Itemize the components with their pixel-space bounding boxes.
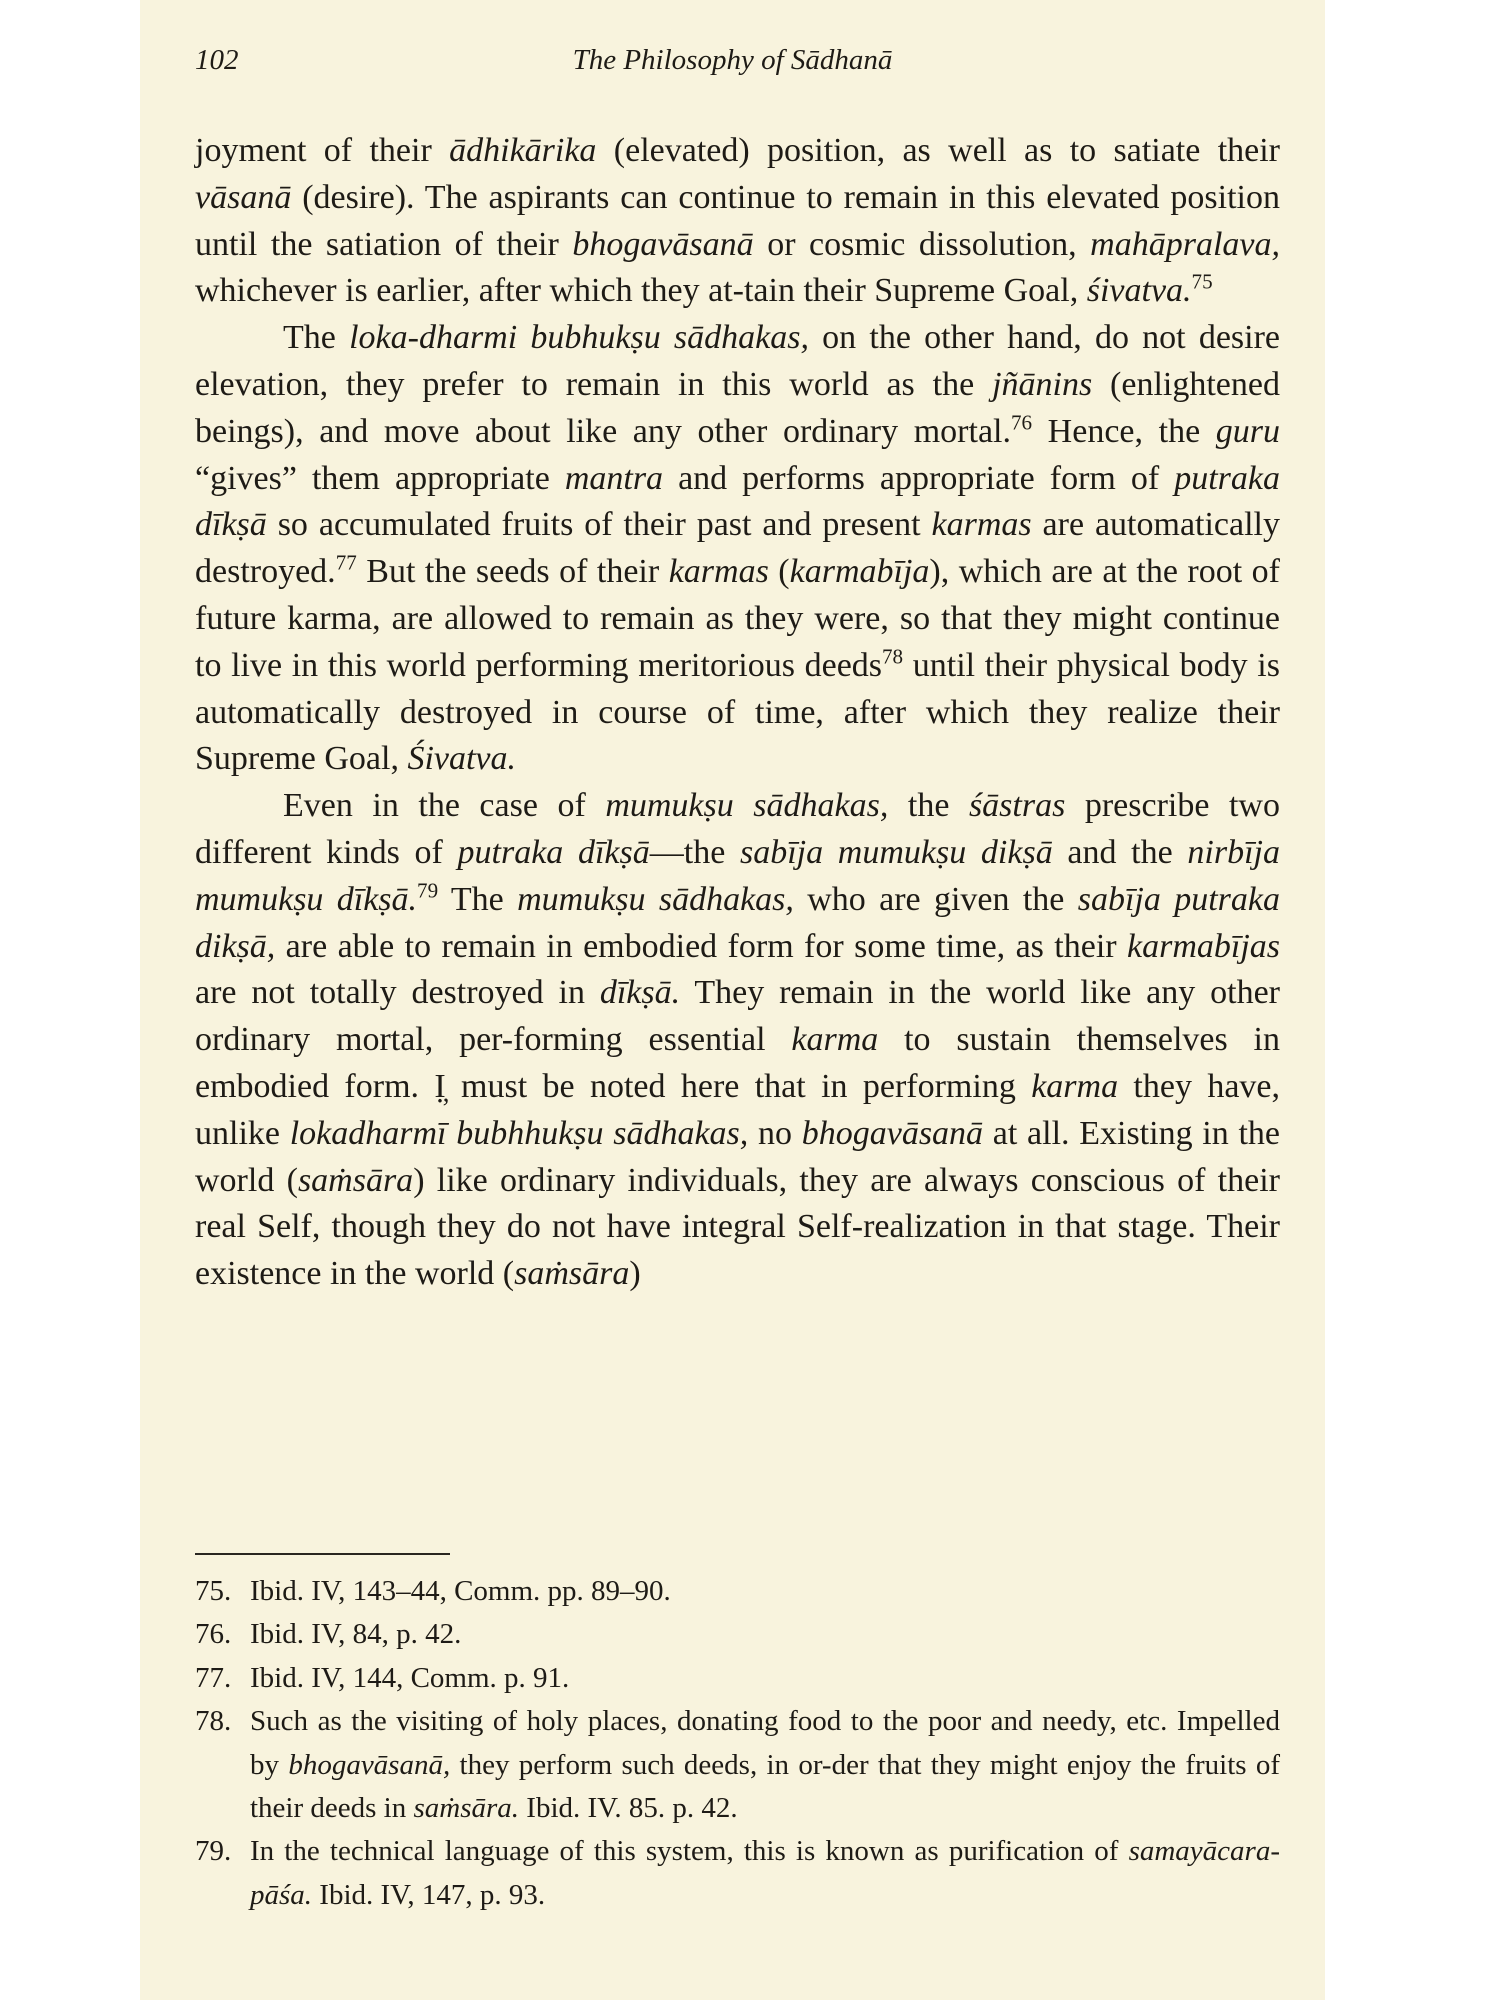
text-run: they have, unlike	[195, 1067, 1281, 1152]
text-run: whichever is earlier, after which they at-tain their Supreme Goal,	[195, 272, 1087, 310]
text-run: they perform such deeds, in or-der that they might enjoy the fruits of their deeds in	[250, 1748, 1281, 1825]
footnote-text	[250, 1835, 1280, 1910]
italic-term: samayācara-pāśa.	[250, 1835, 1280, 1911]
footnote	[195, 1570, 1280, 1613]
text-run: ) like ordinary individuals, they are always conscious of their real Self, though they do not have integral Self-realization in that stage. Their existence in the world (	[195, 1161, 1280, 1293]
italic-term: guru	[1215, 412, 1280, 450]
text-run: (enlightened beings), and move about like any other ordinary mortal.	[195, 365, 1280, 450]
footnote-text	[250, 1575, 671, 1607]
footnote	[195, 1830, 1280, 1917]
italic-term: karma	[791, 1021, 879, 1059]
text-run: The	[438, 880, 518, 918]
italic-term: putraka dīkṣā	[457, 833, 650, 871]
footnote	[195, 1700, 1280, 1830]
text-run: until their physical body is automatically destroyed in course of time, after which they realize their Supreme Goal,	[195, 646, 1280, 778]
italic-term: Śivatva.	[407, 740, 517, 778]
italic-term: loka-dharmi bubhukṣu sādhakas,	[349, 319, 809, 357]
italic-term: sabīja putraka dikṣā,	[195, 880, 1280, 965]
italic-term: bhogavāsanā,	[288, 1748, 451, 1781]
italic-term: nirbīja mumukṣu dīkṣā.	[195, 833, 1280, 918]
text-run: (desire). The aspirants can continue to remain in this elevated position until the satiation of their	[195, 178, 1280, 263]
italic-term: saṁsāra	[514, 1255, 630, 1293]
italic-term: putraka dīkṣā	[195, 459, 1280, 544]
footnote-reference: 77	[335, 550, 357, 575]
footnote	[195, 1657, 1280, 1700]
paragraph	[195, 783, 1280, 1298]
page-number: 102	[195, 44, 239, 76]
book-page	[140, 0, 1325, 2000]
italic-term: karma	[1031, 1067, 1119, 1105]
text-run: Ibid. IV, 147, p. 93.	[312, 1878, 546, 1911]
text-run: the	[888, 787, 969, 825]
text-run: (	[768, 553, 790, 591]
text-run: Ibid. IV, 143–44, Comm. pp. 89–90.	[250, 1575, 671, 1607]
page-header	[195, 44, 1270, 84]
text-run: (elevated) position, as well as to satiate their	[596, 132, 1281, 169]
italic-term: lokadharmī bubhhukṣu sādhakas,	[289, 1114, 749, 1152]
footnote	[195, 1613, 1280, 1656]
text-run: Even in the case of	[283, 787, 606, 825]
text-run: are able to remain in embodied form for some time, as their	[275, 927, 1127, 965]
text-run: But the seeds of their	[356, 553, 669, 591]
footnote-number: 75.	[195, 1575, 232, 1607]
text-run: Such as the visiting of holy places, donating food to the poor and needy, etc. Impelled by	[250, 1705, 1280, 1781]
running-title: The Philosophy of Sādhanā	[572, 44, 893, 76]
italic-term: mahāpralava,	[1090, 225, 1280, 263]
italic-term: karmas	[668, 553, 769, 591]
text-run: They remain in the world like any other ordinary mortal, per-forming essential	[195, 974, 1280, 1059]
text-run: )	[629, 1255, 641, 1293]
text-run: Ibid. IV, 144, Comm. p. 91.	[250, 1661, 570, 1694]
italic-term: ādhikārika	[449, 132, 597, 169]
italic-term: dīkṣā.	[599, 974, 681, 1012]
italic-term: karmabījas	[1127, 927, 1280, 965]
text-run: The	[283, 319, 350, 357]
footnotes	[195, 1570, 1280, 1917]
italic-term: vāsanā	[195, 178, 292, 216]
text-run: are automatically destroyed.	[195, 506, 1281, 591]
footnote-number: 77.	[195, 1661, 232, 1694]
italic-term: saṁsāra.	[413, 1792, 520, 1825]
footnote-reference: 76	[1011, 410, 1033, 435]
text-run: joyment of their	[195, 132, 450, 169]
text-run: who are given the	[793, 880, 1078, 918]
text-run: In the technical language of this system, this is known as purification of	[250, 1835, 1129, 1868]
italic-term: mumukṣu sādhakas,	[517, 880, 794, 918]
text-run: —the	[649, 833, 740, 871]
italic-term: mumukṣu sādhakas,	[605, 787, 889, 825]
italic-term: jñānins	[992, 365, 1093, 403]
text-run: “gives” them appropriate	[195, 459, 565, 497]
text-run: Hence, the	[1032, 412, 1216, 450]
footnote-number: 76.	[195, 1618, 232, 1651]
italic-term: mantra	[564, 459, 664, 497]
footnote-reference: 75	[1191, 270, 1213, 295]
italic-term: bhogavāsanā	[801, 1114, 984, 1152]
italic-term: śivatva.	[1086, 272, 1192, 310]
footnote-text	[250, 1705, 1280, 1824]
text-run: Ibid. IV, 84, p. 42.	[250, 1618, 462, 1651]
italic-term: sabīja mumukṣu dikṣā	[739, 833, 1053, 871]
italic-term: saṁsāra	[297, 1161, 414, 1199]
text-run: at all. Existing in the world (	[195, 1114, 1280, 1199]
footnote-text	[250, 1662, 569, 1694]
italic-term: karmabīja	[789, 553, 930, 591]
body-text	[195, 128, 1280, 1298]
text-run: no	[748, 1114, 802, 1152]
paragraph	[195, 315, 1280, 783]
text-run: are not totally destroyed in	[195, 974, 600, 1012]
italic-term: bhogavāsanā	[572, 225, 754, 263]
text-run: on the other hand, do not desire elevation, they prefer to remain in this world as the	[195, 319, 1281, 403]
text-run: ), which are at the root of future karma, are allowed to remain as they were, so that they might continue to live in this world performing meritorious deeds	[195, 553, 1280, 684]
text-run: to sustain themselves in embodied form. I̦̣ must be noted here that in performing	[195, 1021, 1280, 1105]
footnote-number: 78.	[195, 1705, 232, 1738]
text-run: prescribe two different kinds of	[195, 787, 1280, 871]
text-run: and the	[1052, 833, 1188, 871]
footnote-number: 79.	[195, 1835, 232, 1868]
italic-term: śāstras	[968, 787, 1066, 825]
text-run: or cosmic dissolution,	[753, 225, 1091, 263]
text-run: Ibid. IV. 85. p. 42.	[519, 1792, 738, 1825]
footnote-reference: 78	[882, 644, 904, 669]
italic-term: karmas	[931, 506, 1032, 544]
footnote-reference: 79	[417, 878, 439, 903]
text-run: and performs appropriate form of	[663, 459, 1175, 497]
footnote-text	[250, 1618, 461, 1650]
footnote-rule	[195, 1553, 450, 1555]
paragraph	[195, 128, 1280, 315]
text-run: so accumulated fruits of their past and present	[266, 506, 932, 544]
